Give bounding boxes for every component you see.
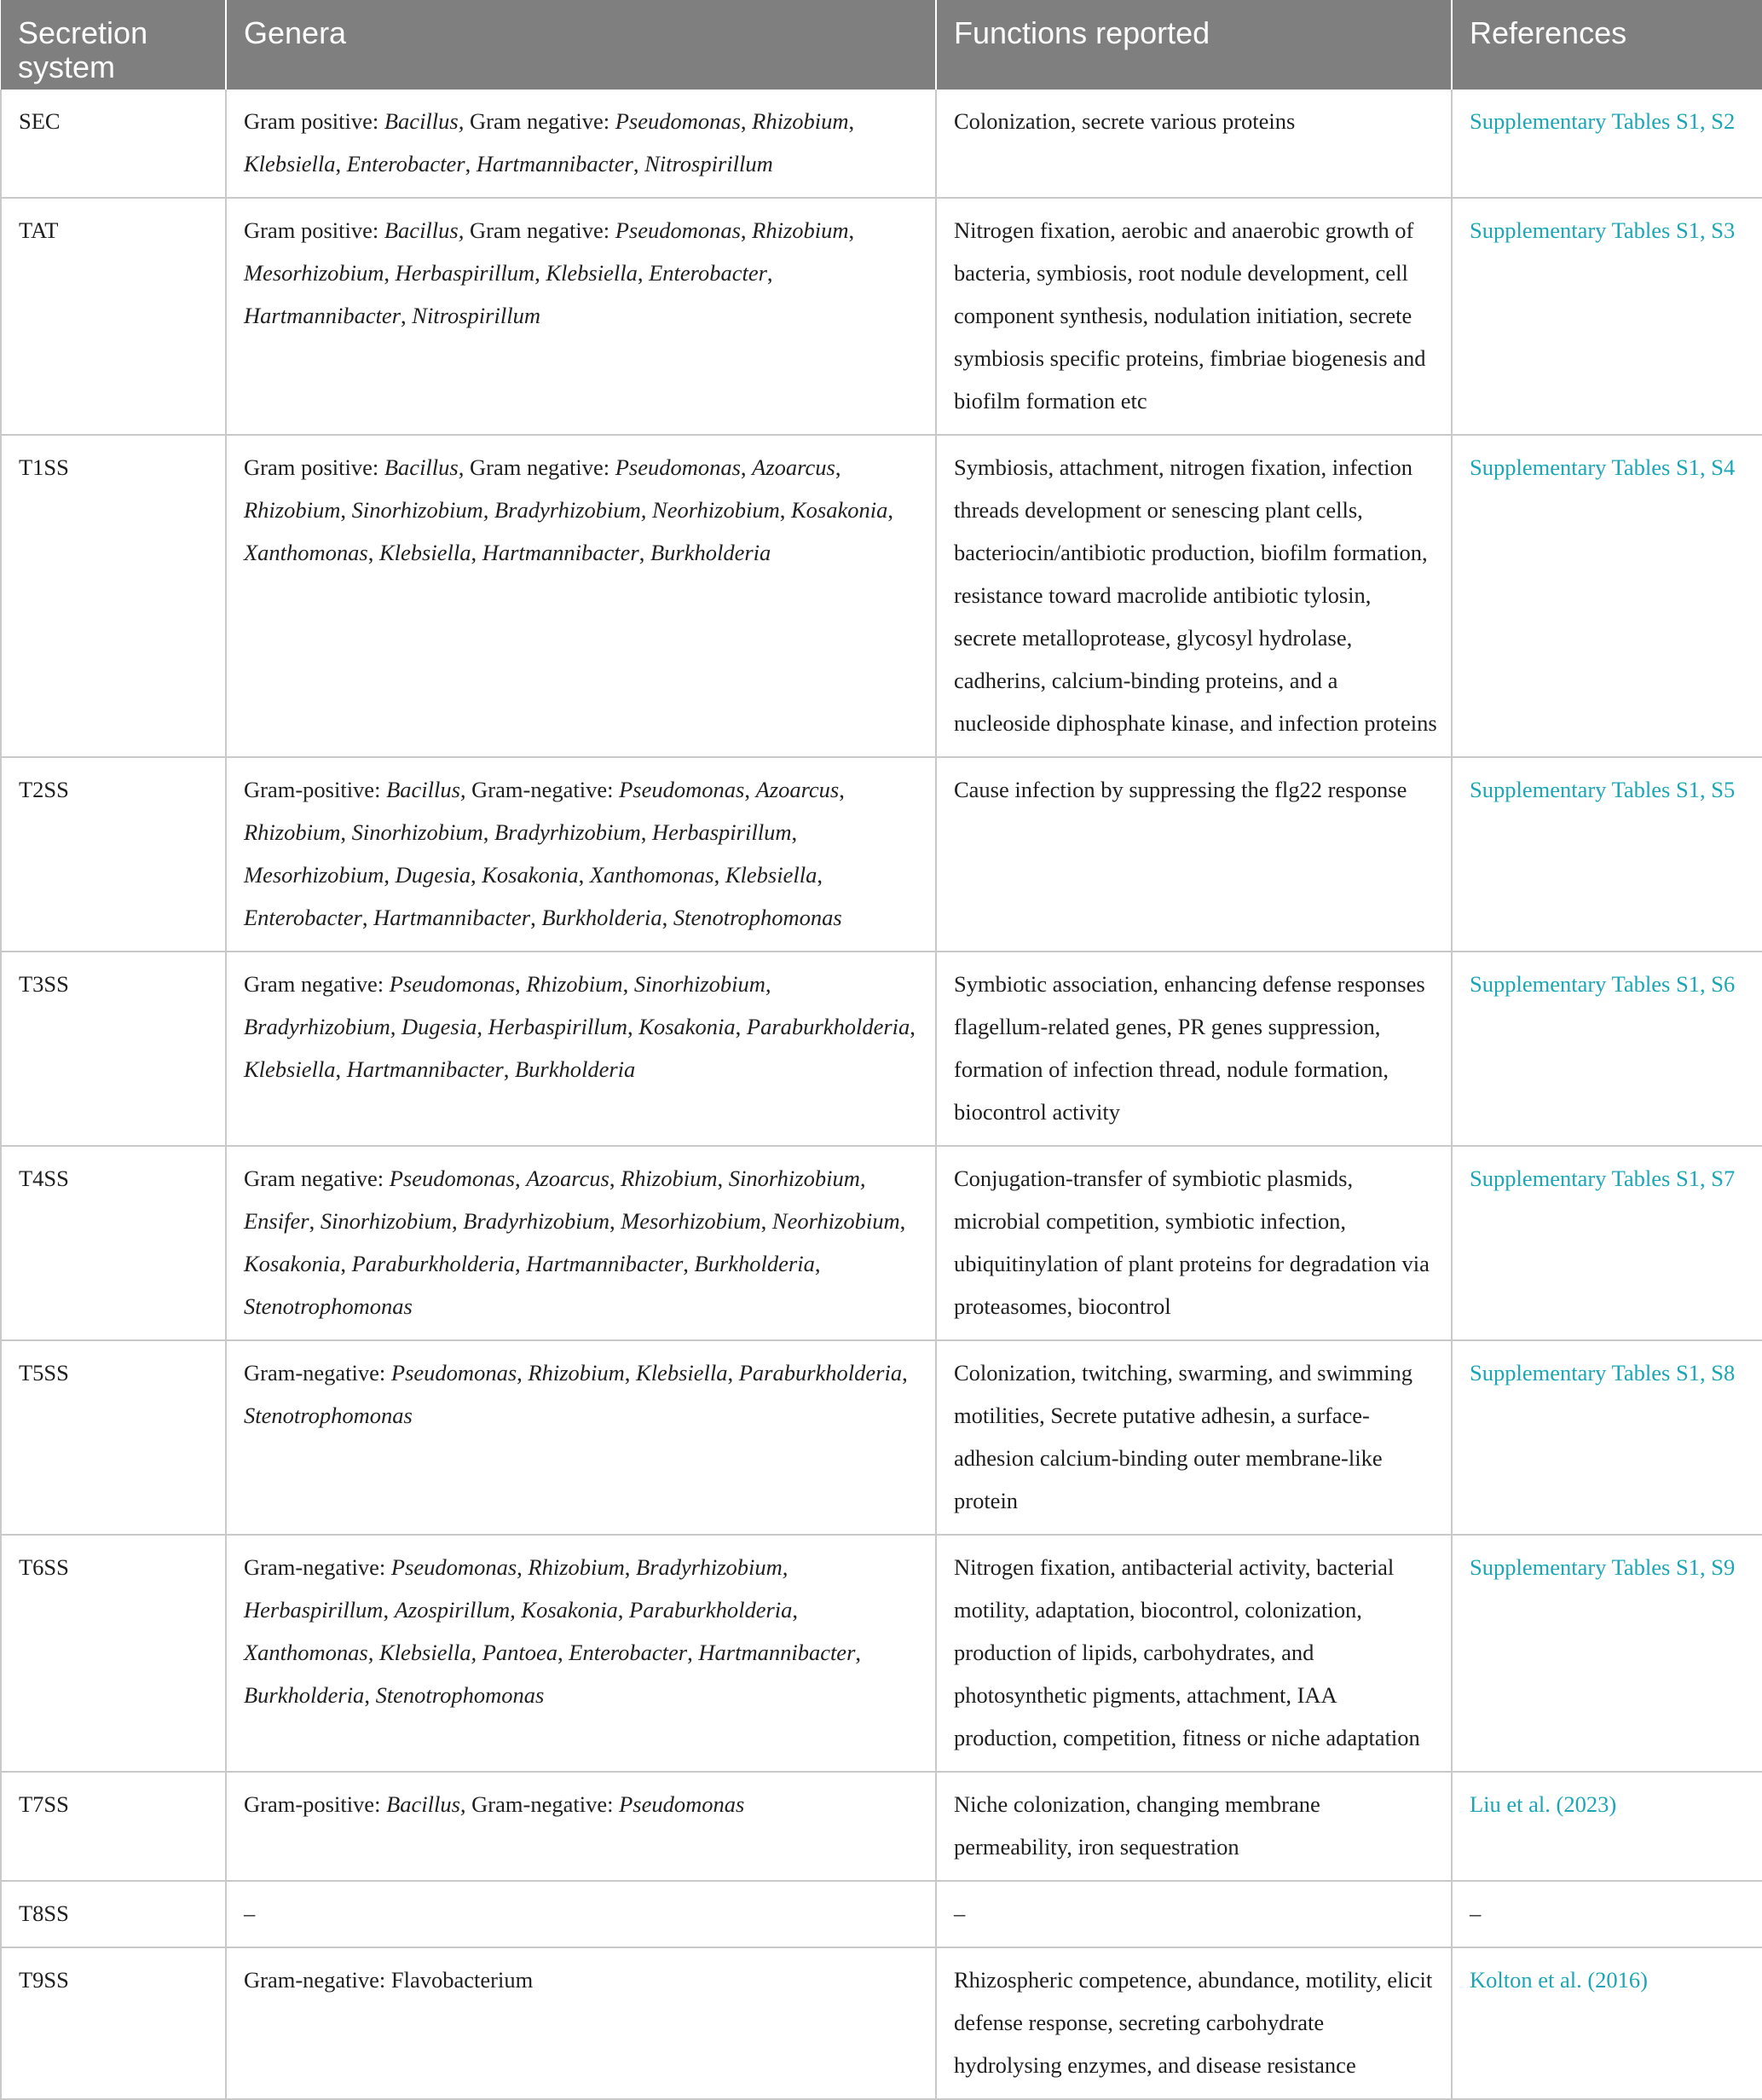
genus-name: Klebsiella <box>244 1056 336 1082</box>
genus-name: Bacillus, <box>386 777 466 802</box>
reference-link[interactable]: Supplementary Tables S1, S6 <box>1470 971 1736 997</box>
reference-link[interactable]: Supplementary Tables S1, S3 <box>1470 217 1736 243</box>
genus-name: Sinorhizobium <box>320 1208 452 1234</box>
genera-text: , <box>335 151 347 176</box>
genus-name: Kosakonia <box>790 497 888 523</box>
genera-text: , <box>503 1056 515 1082</box>
genera-text: , <box>384 260 396 286</box>
genera-text: , <box>640 819 653 845</box>
genus-name: Nitrospirillum <box>412 303 540 328</box>
cell-genera <box>226 435 936 757</box>
genus-name: Paraburkholderia <box>746 1014 910 1039</box>
genera-text: Gram positive: <box>244 217 384 243</box>
genus-name: Rhizobium <box>528 1360 625 1386</box>
genus-name: Mesorhizobium <box>244 862 384 888</box>
table-body <box>1 90 1762 2099</box>
genus-name: Xanthomonas <box>589 862 714 888</box>
table-row <box>1 1146 1762 1340</box>
genus-name: Hartmannibacter <box>244 303 402 328</box>
genus-name: Pseudomonas <box>615 108 741 134</box>
reference-link[interactable]: Supplementary Tables S1, S9 <box>1470 1554 1736 1580</box>
genera-text: , <box>471 862 482 888</box>
genus-name: Enterobacter <box>569 1640 688 1665</box>
cell-secretion-system: TAT <box>1 198 226 435</box>
table-row <box>1 757 1762 952</box>
genera-text <box>373 1640 379 1665</box>
genus-name: Klebsiella <box>636 1360 728 1386</box>
genus-name: Rhizobium <box>752 108 849 134</box>
header-genera: Genera <box>226 0 936 90</box>
genus-name: Nitrospirillum <box>644 151 773 176</box>
genera-text: , <box>717 1166 729 1191</box>
reference-link[interactable]: Liu et al. (2023) <box>1470 1791 1617 1817</box>
genera-text: , <box>683 1251 695 1276</box>
genera-text: , <box>638 540 650 565</box>
genera-text: , <box>633 151 645 176</box>
cell-functions: Nitrogen fixation, aerobic and anaerobic growth of bacteria, symbiosis, root nodule development, cell component synthesis, nodulation initiation, secrete symbiosis specific proteins, fimbriae biogenesis and biofilm formation etc <box>936 198 1452 435</box>
reference-link[interactable]: Supplementary Tables S1, S2 <box>1470 108 1736 134</box>
genera-text: , <box>609 1208 621 1234</box>
genera-text: , <box>335 1056 347 1082</box>
genera-text: Gram positive: <box>244 108 384 134</box>
cell-genera <box>226 1146 936 1340</box>
genera-text: , <box>384 862 396 888</box>
reference-text: – <box>1470 1900 1482 1926</box>
genera-text: , <box>740 454 753 480</box>
cell-secretion-system: T7SS <box>1 1772 226 1881</box>
genus-name: Herbaspirillum <box>244 1597 384 1623</box>
table-row <box>1 1947 1762 2099</box>
genus-name: Stenotrophomonas <box>244 1403 413 1428</box>
genus-name: Sinorhizobium <box>351 819 483 845</box>
genera-text: Gram-negative: <box>244 1360 391 1386</box>
cell-functions: Nitrogen fixation, antibacterial activity, bacterial motility, adaptation, biocontrol, colonization, production of lipids, carbohydrates, and photosynthetic pigments, attachment, IAA production, competition, fitness or niche adaptation <box>936 1535 1452 1772</box>
genera-text: , <box>517 1360 529 1386</box>
genera-text: , <box>514 1166 527 1191</box>
cell-genera <box>226 757 936 952</box>
genera-text: , <box>902 1360 908 1386</box>
genera-text: , <box>766 260 773 286</box>
genera-text <box>488 497 494 523</box>
genus-name: Pseudomonas <box>389 1166 515 1191</box>
cell-reference <box>1452 90 1762 198</box>
genera-text: , <box>899 1208 906 1234</box>
cell-secretion-system: T3SS <box>1 952 226 1146</box>
genus-name: Bradyrhizobium, <box>494 497 647 523</box>
genera-text: Gram negative: <box>464 454 615 480</box>
genus-name: Pseudomonas <box>615 217 741 243</box>
genus-name: Sinorhizobium, <box>633 971 771 997</box>
genera-text: , <box>617 1597 630 1623</box>
genus-name: Klebsiella, <box>379 1640 477 1665</box>
genus-name: Xanthomonas <box>244 540 368 565</box>
genus-name: Burkholderia <box>541 905 662 930</box>
genus-name: Herbaspirillum <box>488 1014 628 1039</box>
genera-text: , <box>514 971 527 997</box>
cell-functions: Rhizospheric competence, abundance, motility, elicit defense response, secreting carbohydrate hydrolysing enzymes, and disease resistance <box>936 1947 1452 2099</box>
cell-reference <box>1452 198 1762 435</box>
genus-name: Ensifer <box>244 1208 309 1234</box>
genera-text: , <box>817 862 823 888</box>
cell-reference <box>1452 1535 1762 1772</box>
genera-text: , <box>727 1360 739 1386</box>
genera-text <box>482 1014 488 1039</box>
table-row <box>1 1340 1762 1535</box>
genera-text: , <box>622 971 634 997</box>
genus-name: Herbaspirillum <box>395 260 535 286</box>
genus-name: Sinorhizobium, <box>351 497 489 523</box>
genus-name: Neorhizobium <box>771 1208 900 1234</box>
cell-genera <box>226 1340 936 1535</box>
genera-text: , <box>713 862 725 888</box>
genus-name: Kosakonia <box>521 1597 618 1623</box>
genera-text: , <box>340 497 352 523</box>
reference-link[interactable]: Kolton et al. (2016) <box>1470 1967 1649 1993</box>
genera-text: Gram positive: <box>244 454 384 480</box>
genus-name: Hartmannibacter <box>346 1056 504 1082</box>
genera-text: , <box>627 1014 639 1039</box>
genera-text: , <box>740 217 753 243</box>
genera-text: , <box>791 819 798 845</box>
cell-secretion-system: T8SS <box>1 1881 226 1947</box>
table-row <box>1 198 1762 435</box>
genus-name: Burkholderia <box>514 1056 636 1082</box>
genus-name: Enterobacter <box>244 905 362 930</box>
cell-reference <box>1452 1340 1762 1535</box>
genus-name: Hartmannibacter <box>482 540 639 565</box>
cell-secretion-system: T6SS <box>1 1535 226 1772</box>
table-row <box>1 90 1762 198</box>
genera-text: , <box>839 777 845 802</box>
genera-text: Gram negative: <box>464 217 615 243</box>
genus-name: Rhizobium <box>621 1166 718 1191</box>
genera-text: , <box>814 1251 821 1276</box>
genus-name: Azoarcus <box>755 777 840 802</box>
cell-reference <box>1452 1772 1762 1881</box>
cell-secretion-system: T1SS <box>1 435 226 757</box>
genus-name: Dugesia, <box>402 1014 482 1039</box>
genera-text: , <box>309 1208 321 1234</box>
cell-genera <box>226 90 936 198</box>
cell-genera <box>226 1772 936 1881</box>
genera-text: Gram-positive: <box>244 1791 387 1817</box>
genus-name: Mesorhizobium <box>244 260 384 286</box>
cell-genera <box>226 1947 936 2099</box>
genus-name: Kosakonia <box>244 1251 341 1276</box>
reference-link[interactable]: Supplementary Tables S1, S4 <box>1470 454 1736 480</box>
genera-text: , <box>760 1208 772 1234</box>
genus-name: Bradyrhizobium <box>463 1208 609 1234</box>
genus-name: Azospirillum, <box>394 1597 516 1623</box>
table-row <box>1 1535 1762 1772</box>
genera-text: Gram-negative: <box>244 1554 391 1580</box>
genus-name: Paraburkholderia <box>738 1360 903 1386</box>
genus-name: Stenotrophomonas <box>375 1682 545 1708</box>
genus-name: Bradyrhizobium, <box>636 1554 789 1580</box>
genus-name: Rhizobium <box>528 1554 625 1580</box>
genera-text: Gram negative: <box>244 971 390 997</box>
cell-secretion-system: T2SS <box>1 757 226 952</box>
genera-text: , <box>740 108 753 134</box>
cell-functions: Conjugation-transfer of symbiotic plasmids, microbial competition, symbiotic infection, ubiquitinylation of plant proteins for degradation via proteasomes, biocontrol <box>936 1146 1452 1340</box>
genus-name: Bacillus, <box>384 108 465 134</box>
cell-genera <box>226 952 936 1146</box>
genera-text: , <box>835 454 841 480</box>
cell-functions: Niche colonization, changing membrane permeability, iron sequestration <box>936 1772 1452 1881</box>
cell-secretion-system: T4SS <box>1 1146 226 1340</box>
genus-name: Rhizobium <box>244 819 341 845</box>
genera-text: , <box>910 1014 916 1039</box>
genus-name: Burkholderia <box>244 1682 365 1708</box>
genus-name: Pseudomonas <box>389 971 515 997</box>
table-row <box>1 1772 1762 1881</box>
genera-text: , <box>451 1208 464 1234</box>
genus-name: Rhizobium <box>244 497 341 523</box>
genera-text: , <box>515 1251 527 1276</box>
reference-link[interactable]: Supplementary Tables S1, S8 <box>1470 1360 1736 1386</box>
genus-name: Bradyrhizobium, <box>244 1014 396 1039</box>
genera-text: , <box>367 540 379 565</box>
genera-text: , <box>848 217 855 243</box>
genus-name: Neorhizobium <box>652 497 780 523</box>
cell-reference <box>1452 757 1762 952</box>
genus-name: Dugesia <box>395 862 471 888</box>
table-row <box>1 435 1762 757</box>
genera-text: , <box>637 260 650 286</box>
genus-name: Burkholderia <box>694 1251 815 1276</box>
genera-text: , <box>517 1554 529 1580</box>
genera-text: Gram negative: <box>464 108 615 134</box>
genera-text: , <box>887 497 893 523</box>
genus-name: Pseudomonas <box>619 1791 745 1817</box>
genera-text: , <box>340 1251 352 1276</box>
cell-reference <box>1452 952 1762 1146</box>
cell-reference <box>1452 1146 1762 1340</box>
genus-name: Azoarcus <box>526 1166 609 1191</box>
genus-name: Enterobacter <box>649 260 767 286</box>
genus-name: Klebsiella <box>379 540 471 565</box>
genera-text: , <box>744 777 756 802</box>
genus-name: Hartmannibacter <box>526 1251 684 1276</box>
cell-reference <box>1452 1881 1762 1947</box>
genus-name: Xanthomonas, <box>244 1640 374 1665</box>
cell-secretion-system: T9SS <box>1 1947 226 2099</box>
genera-text: , <box>482 819 494 845</box>
genus-name: Rhizobium <box>526 971 623 997</box>
genera-text: , <box>578 862 590 888</box>
genus-name: Klebsiella <box>725 862 817 888</box>
genera-text: , <box>361 905 374 930</box>
genera-text: , <box>530 905 542 930</box>
cell-genera <box>226 1535 936 1772</box>
genera-text: – <box>244 1900 256 1926</box>
genus-name: Stenotrophomonas <box>244 1293 413 1319</box>
table-row <box>1 952 1762 1146</box>
genus-name: Klebsiella <box>546 260 638 286</box>
genus-name: Kosakonia <box>482 862 579 888</box>
genus-name: Kosakonia <box>638 1014 736 1039</box>
reference-link[interactable]: Supplementary Tables S1, S7 <box>1470 1166 1736 1191</box>
cell-reference <box>1452 435 1762 757</box>
genera-text: , <box>792 1597 799 1623</box>
cell-functions: – <box>936 1881 1452 1947</box>
genera-text: , <box>779 497 791 523</box>
cell-reference <box>1452 1947 1762 2099</box>
genus-name: Stenotrophomonas <box>673 905 842 930</box>
genus-name: Pseudomonas <box>390 1360 517 1386</box>
header-secretion-system: Secretion system <box>1 0 226 90</box>
genus-name: Burkholderia <box>650 540 771 565</box>
genus-name: Klebsiella <box>244 151 336 176</box>
genera-text: , <box>609 1166 621 1191</box>
genus-name: Hartmannibacter <box>698 1640 856 1665</box>
genera-text: , <box>624 1360 637 1386</box>
genus-name: Mesorhizobium <box>621 1208 761 1234</box>
genera-text: Gram-negative: <box>465 777 620 802</box>
header-references: References <box>1452 0 1762 90</box>
genera-text <box>477 1640 482 1665</box>
genera-text: , <box>534 260 546 286</box>
reference-link[interactable]: Supplementary Tables S1, S5 <box>1470 777 1736 802</box>
genus-name: Rhizobium <box>752 217 849 243</box>
cell-functions: Cause infection by suppressing the flg22 response <box>936 757 1452 952</box>
genera-text: , <box>465 151 477 176</box>
cell-secretion-system: T5SS <box>1 1340 226 1535</box>
genus-name: Hartmannibacter <box>476 151 633 176</box>
genus-name: Pseudomonas <box>619 777 745 802</box>
cell-functions: Colonization, twitching, swarming, and swimming motilities, Secrete putative adhesin, a surface-adhesion calcium-binding outer membrane-like protein <box>936 1340 1452 1535</box>
cell-functions: Symbiosis, attachment, nitrogen fixation, infection threads development or senescing plant cells, bacteriocin/antibiotic production, biofilm formation, resistance toward macrolide antibiotic tylosin, secrete metalloprotease, glycosyl hydrolase, cadherins, calcium-binding proteins, and a nucleoside diphosphate kinase, and infection proteins <box>936 435 1452 757</box>
cell-genera <box>226 198 936 435</box>
genus-name: Azoarcus <box>752 454 835 480</box>
genus-name: Pantoea <box>482 1640 558 1665</box>
genus-name: Sinorhizobium, <box>728 1166 866 1191</box>
genus-name: Bacillus, <box>386 1791 466 1817</box>
header-row <box>1 0 1762 90</box>
genus-name: Bradyrhizobium <box>494 819 641 845</box>
genus-name: Herbaspirillum <box>652 819 792 845</box>
genera-text: Gram negative: <box>244 1166 390 1191</box>
table-row <box>1 1881 1762 1947</box>
genera-text: , <box>471 540 482 565</box>
genus-name: Hartmannibacter <box>373 905 531 930</box>
table-header <box>1 0 1762 90</box>
genus-name: Paraburkholderia <box>351 1251 515 1276</box>
cell-secretion-system: SEC <box>1 90 226 198</box>
genera-text: Gram-negative: <box>465 1791 620 1817</box>
genera-text: Gram-negative: Flavobacterium <box>244 1967 534 1993</box>
genera-text: , <box>855 1640 862 1665</box>
cell-functions: Colonization, secrete various proteins <box>936 90 1452 198</box>
genus-name: Pseudomonas <box>390 1554 517 1580</box>
genus-name: Enterobacter <box>346 151 465 176</box>
genera-text: , <box>624 1554 637 1580</box>
genera-text: , <box>340 819 352 845</box>
genera-text: , <box>661 905 673 930</box>
genera-text: , <box>383 1597 395 1623</box>
genera-text: , <box>364 1682 376 1708</box>
genera-text: , <box>687 1640 699 1665</box>
genus-name: Bacillus, <box>384 454 465 480</box>
genera-text: Gram-positive: <box>244 777 387 802</box>
genera-text: , <box>401 303 413 328</box>
genera-text: , <box>735 1014 747 1039</box>
genus-name: Bacillus, <box>384 217 465 243</box>
genus-name: Paraburkholderia <box>629 1597 793 1623</box>
genera-text: , <box>557 1640 569 1665</box>
genus-name: Pseudomonas <box>615 454 741 480</box>
genera-text: , <box>848 108 855 134</box>
header-functions-reported: Functions reported <box>936 0 1452 90</box>
cell-genera <box>226 1881 936 1947</box>
cell-functions: Symbiotic association, enhancing defense responses flagellum-related genes, PR genes suppression, formation of infection thread, nodule formation, biocontrol activity <box>936 952 1452 1146</box>
